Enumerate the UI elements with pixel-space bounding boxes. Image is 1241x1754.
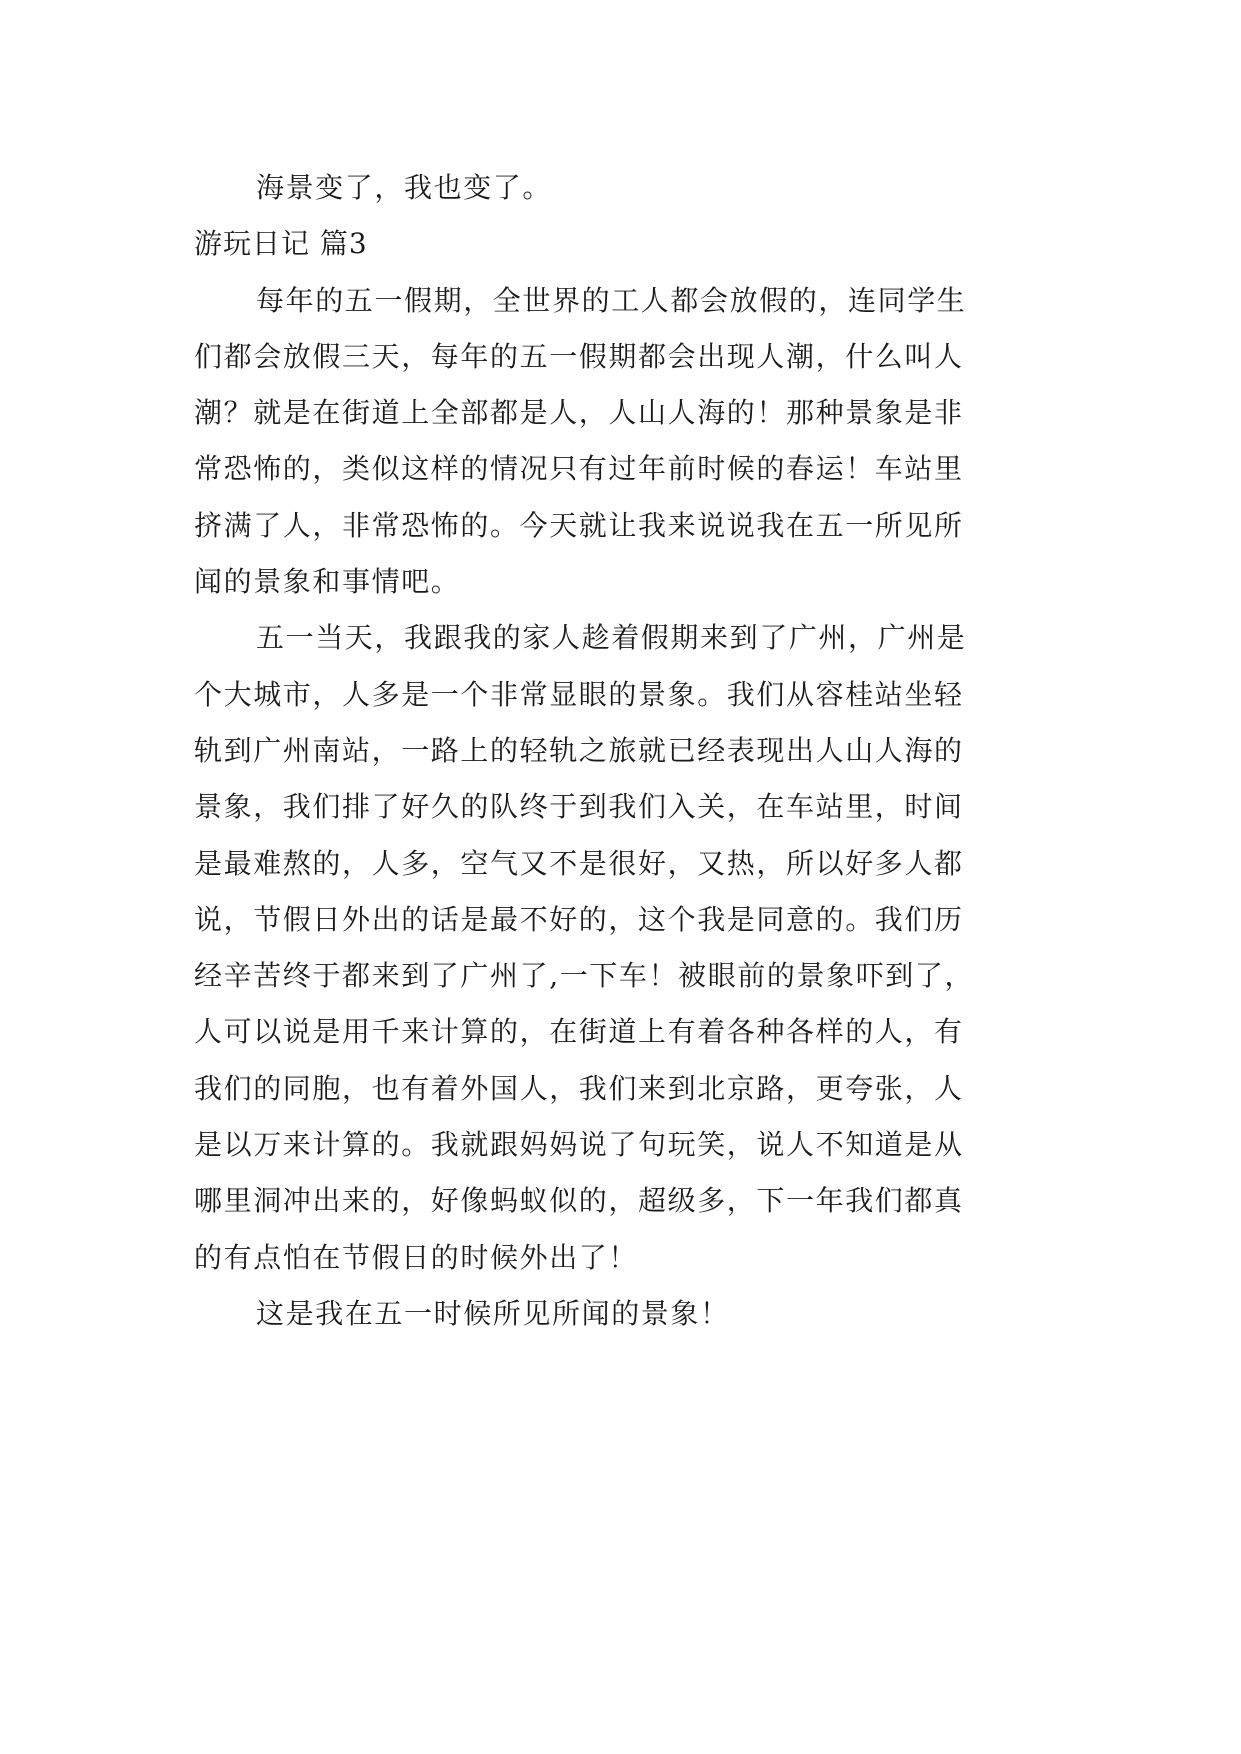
- section-title: 游玩日记 篇3: [194, 227, 368, 261]
- paragraph-line: 景象，我们排了好久的队终于到我们入关，在车站里，时间: [194, 790, 964, 824]
- paragraph-3: [194, 1286, 1064, 1342]
- paragraph-line: 常恐怖的，类似这样的情况只有过年前时候的春运！车站里: [194, 452, 964, 486]
- paragraph-line: 人可以说是用千来计算的，在街道上有着各种各样的人，有: [194, 1015, 964, 1049]
- paragraph-line: 每年的五一假期，全世界的工人都会放假的，连同学生: [256, 283, 967, 317]
- paragraph-line: 个大城市，人多是一个非常显眼的景象。我们从容桂站坐轻: [194, 677, 964, 711]
- paragraph-1: [194, 273, 1064, 611]
- paragraph-line: 是最难熬的，人多，空气又不是很好，又热，所以好多人都: [194, 846, 964, 880]
- paragraph-2: [194, 610, 1064, 1286]
- paragraph-line: 潮？就是在街道上全部都是人，人山人海的！那种景象是非: [194, 396, 964, 430]
- paragraph-line: 的有点怕在节假日的时候外出了！: [194, 1240, 639, 1274]
- paragraph-line: 挤满了人，非常恐怖的。今天就让我来说说我在五一所见所: [194, 508, 964, 542]
- paragraph-line: 是以万来计算的。我就跟妈妈说了句玩笑，说人不知道是从: [194, 1128, 964, 1162]
- document-body: [194, 160, 1064, 1342]
- paragraph-line: 闻的景象和事情吧。: [194, 565, 461, 599]
- paragraph-line: 这是我在五一时候所见所闻的景象！: [256, 1296, 730, 1330]
- paragraph-line: 哪里洞冲出来的，好像蚂蚁似的，超级多，下一年我们都真: [194, 1184, 964, 1218]
- paragraph-line: 说，节假日外出的话是最不好的，这个我是同意的。我们历: [194, 902, 964, 936]
- paragraph-line: 五一当天，我跟我的家人趁着假期来到了广州，广州是: [256, 621, 967, 655]
- paragraph-line: 们都会放假三天，每年的五一假期都会出现人潮，什么叫人: [194, 339, 964, 373]
- paragraph-line: 经辛苦终于都来到了广州了,一下车！被眼前的景象吓到了，: [194, 959, 975, 993]
- paragraph-line: 轨到广州南站，一路上的轻轨之旅就已经表现出人山人海的: [194, 733, 964, 767]
- paragraph-line: 我们的同胞，也有着外国人，我们来到北京路，更夸张，人: [194, 1071, 964, 1105]
- intro-line: 海景变了，我也变了。: [256, 171, 553, 204]
